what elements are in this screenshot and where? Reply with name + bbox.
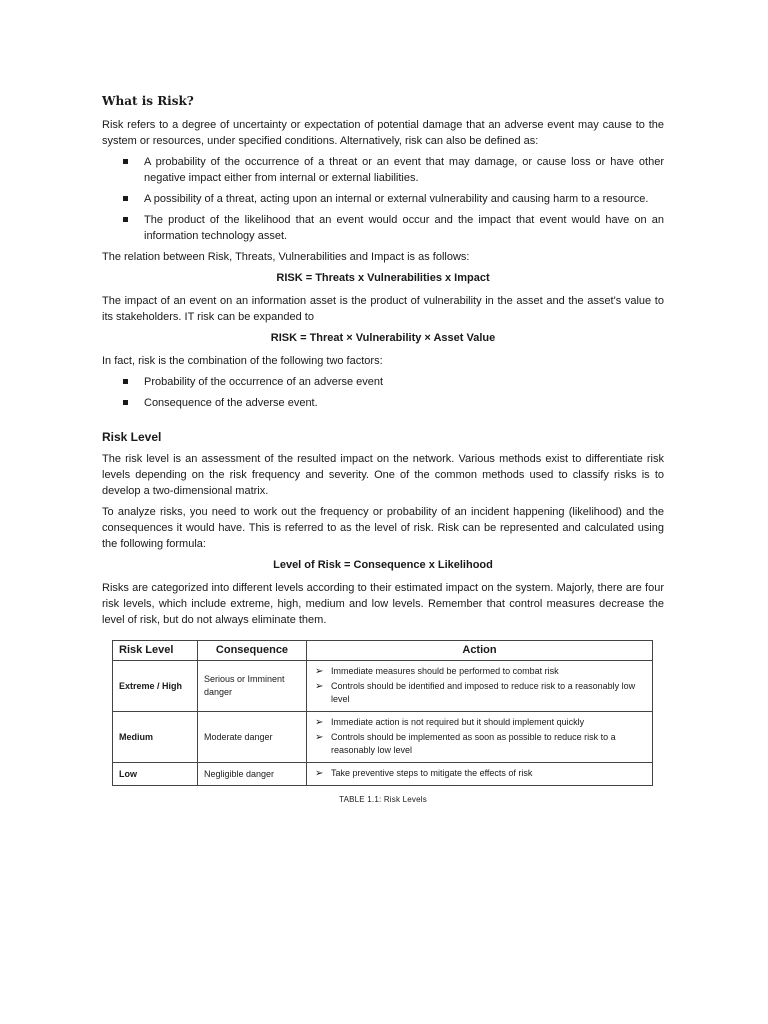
- arrow-bullet-icon: ➢: [315, 768, 324, 779]
- list-item: A possibility of a threat, acting upon an internal or external vulnerability and causing harm to a resource.: [102, 191, 664, 207]
- risk-formula-2: RISK = Threat × Vulnerability × Asset Value: [270, 332, 496, 344]
- page-content: [102, 94, 664, 804]
- action-item: ➢ Immediate measures should be performed to combat risk: [315, 666, 559, 677]
- risk-level-paragraph-1: The risk level is an assessment of the resulted impact on the network. Various methods exist to differentiate risk levels depending on the risk frequency and severity. One of the common methods used to classify risks is to develop a two-dimensional matrix.: [102, 453, 664, 497]
- arrow-bullet-icon: ➢: [315, 717, 324, 728]
- arrow-bullet-icon: ➢: [315, 681, 324, 692]
- relation-paragraph: The relation between Risk, Threats, Vulnerabilities and Impact is as follows:: [102, 251, 470, 263]
- risk-level-cell: Medium: [113, 712, 198, 763]
- consequence-cell: Negligible danger: [198, 763, 307, 786]
- section-title-what-is-risk: What is Risk?: [102, 94, 194, 108]
- action-item: ➢ Controls should be identified and imposed to reduce risk to a reasonably low level: [315, 681, 636, 704]
- list-item: The product of the likelihood that an event would occur and the impact that event would have on an information technology asset.: [102, 212, 664, 244]
- list-item: Probability of the occurrence of an adverse event: [102, 374, 664, 390]
- factors-intro: In fact, risk is the combination of the following two factors:: [102, 355, 383, 367]
- action-item: ➢ Take preventive steps to mitigate the effects of risk: [315, 768, 533, 779]
- column-header-risk-level: Risk Level: [113, 641, 198, 661]
- table-header-row: [113, 641, 653, 661]
- arrow-bullet-icon: ➢: [315, 666, 324, 677]
- bullet-square-icon: [123, 379, 128, 384]
- risk-level-cell: Extreme / High: [113, 661, 198, 712]
- bullet-square-icon: [123, 196, 128, 201]
- risk-levels-table: [112, 640, 653, 786]
- risk-level-cell: Low: [113, 763, 198, 786]
- action-cell: [307, 712, 653, 763]
- intro-paragraph: Risk refers to a degree of uncertainty or expectation of potential damage that an adverse event may cause to the system or resources, under specified conditions. Alternatively, risk can also be defined as:: [102, 119, 664, 147]
- table-row: [113, 661, 653, 712]
- bullet-square-icon: [123, 400, 128, 405]
- risk-definition-list: [102, 154, 664, 244]
- column-header-consequence: Consequence: [198, 641, 307, 661]
- risk-factors-list: [102, 374, 664, 411]
- table-caption: TABLE 1.1: Risk Levels: [339, 795, 427, 804]
- consequence-cell: Serious or Imminent danger: [198, 661, 307, 712]
- list-item: Consequence of the adverse event.: [102, 395, 664, 411]
- action-cell: [307, 661, 653, 712]
- table-row: [113, 712, 653, 763]
- arrow-bullet-icon: ➢: [315, 732, 324, 743]
- impact-paragraph: The impact of an event on an information asset is the product of vulnerability in the asset and the asset's value to its stakeholders. IT risk can be expanded to: [102, 295, 664, 323]
- consequence-cell: Moderate danger: [198, 712, 307, 763]
- level-of-risk-formula: Level of Risk = Consequence x Likelihood: [273, 559, 493, 571]
- risk-level-paragraph-2: To analyze risks, you need to work out the frequency or probability of an incident happening (likelihood) and the consequences it would have. This is referred to as the level of risk. Risk can be represented and calculated using the following formula:: [102, 506, 664, 550]
- section-title-risk-level: Risk Level: [102, 430, 162, 444]
- bullet-square-icon: [123, 159, 128, 164]
- table-row: [113, 763, 653, 786]
- action-cell: [307, 763, 653, 786]
- risk-formula-1: RISK = Threats x Vulnerabilities x Impact: [276, 272, 490, 284]
- action-item: ➢ Immediate action is not required but it should implement quickly: [315, 717, 585, 728]
- list-item: A probability of the occurrence of a threat or an event that may damage, or cause loss or have other negative impact either from internal or external liabilities.: [102, 154, 664, 186]
- bullet-square-icon: [123, 217, 128, 222]
- action-item: ➢ Controls should be implemented as soon as possible to reduce risk to a reasonably low level: [315, 732, 616, 755]
- column-header-action: Action: [307, 641, 653, 661]
- risk-level-paragraph-3: Risks are categorized into different levels according to their estimated impact on the system. Majorly, there are four risk levels, which include extreme, high, medium and low levels. Remember that control measures decrease the level of risk, but do not always eliminate them.: [102, 582, 664, 626]
